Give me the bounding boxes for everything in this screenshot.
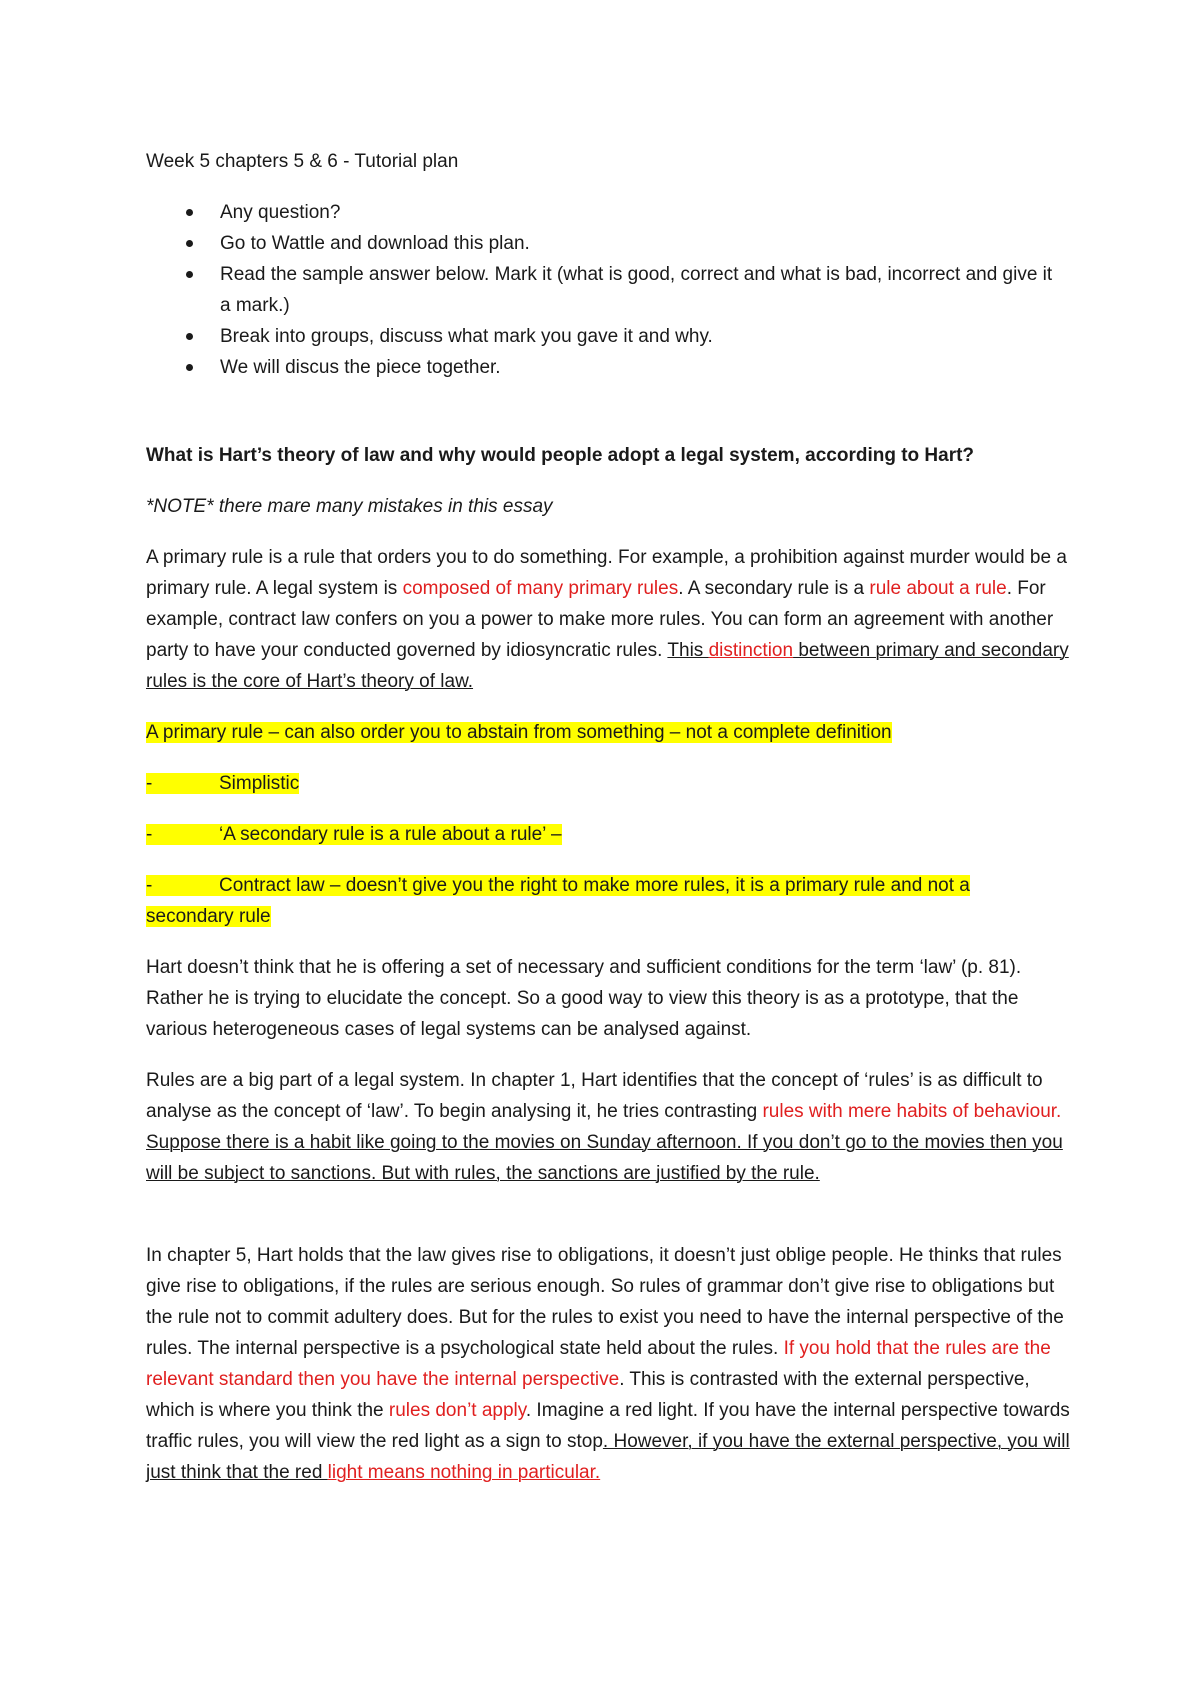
list-item: Read the sample answer below. Mark it (what is good, correct and what is bad, incorrect and give it a mark.) <box>186 259 1066 321</box>
list-item: Go to Wattle and download this plan. <box>186 228 1066 259</box>
essay-note: *NOTE* there mare many mistakes in this essay <box>146 496 553 517</box>
comment-item: - Simplistic <box>146 773 300 794</box>
list-item: Break into groups, discuss what mark you gave it and why. <box>186 321 1066 352</box>
bullet-icon <box>186 240 193 247</box>
bullet-icon <box>186 209 193 216</box>
bullet-icon <box>186 333 193 340</box>
page-title: Week 5 chapters 5 & 6 - Tutorial plan <box>146 151 459 172</box>
bullet-icon <box>186 364 193 371</box>
essay-paragraph-3: Rules are a big part of a legal system. In chapter 1, Hart identifies that the concept of ‘rules’ is as difficult to analyse as the concept of ‘law’. To begin analysing it, he tries contrasting rules with mere habits of behaviour. Suppose there is a habit like going to the movies on Sunday afternoon. If you don’t go to the movies then you will be subject to sanctions. But with rules, the sanctions are justified by the rule. <box>146 1070 1063 1184</box>
essay-paragraph-2: Hart doesn’t think that he is offering a set of necessary and sufficient conditions for the term ‘law’ (p. 81). Rather he is trying to elucidate the concept. So a good way to view this theory is as a prototype, that the various heterogeneous cases of legal systems can be analysed against. <box>146 957 1022 1040</box>
comment-item: - ‘A secondary rule is a rule about a rule’ – <box>146 824 562 845</box>
essay-paragraph-1: A primary rule is a rule that orders you to do something. For example, a prohibition against murder would be a primary rule. A legal system is composed of many primary rules. A secondary rule is a rule about a rule. For example, contract law confers on you a power to make more rules. You can form an agreement with another party to have your conducted governed by idiosyncratic rules. This distinction between primary and secondary rules is the core of Hart’s theory of law. <box>146 547 1069 692</box>
essay-question: What is Hart’s theory of law and why would people adopt a legal system, according to Hart? <box>146 445 975 466</box>
list-item: We will discus the piece together. <box>186 352 1066 383</box>
task-list <box>186 197 1066 383</box>
highlighted-comment: A primary rule – can also order you to abstain from something – not a complete definition <box>146 722 892 743</box>
list-item: Any question? <box>186 197 1066 228</box>
comment-item: - Contract law – doesn’t give you the right to make more rules, it is a primary rule and not a secondary rule <box>146 875 970 927</box>
essay-paragraph-4: In chapter 5, Hart holds that the law gives rise to obligations, it doesn’t just oblige people. He thinks that rules give rise to obligations, if the rules are serious enough. So rules of grammar don’t give rise to obligations but the rule not to commit adultery does. But for the rules to exist you need to have the internal perspective of the rules. The internal perspective is a psychological state held about the rules. If you hold that the rules are the relevant standard then you have the internal perspective. This is contrasted with the external perspective, which is where you think the rules don’t apply. Imagine a red light. If you have the internal perspective towards traffic rules, you will view the red light as a sign to stop. However, if you have the external perspective, you will just think that the red light means nothing in particular. <box>146 1245 1070 1483</box>
bullet-icon <box>186 271 193 278</box>
